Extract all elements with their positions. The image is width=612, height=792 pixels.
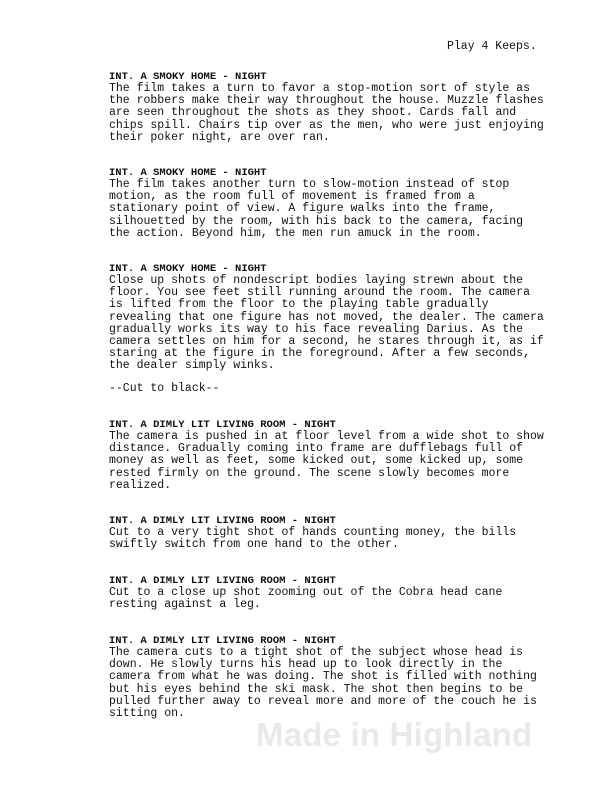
scene-heading: INT. A SMOKY HOME - NIGHT [109,71,267,83]
action-text: Close up shots of nondescript bodies laying strewn about the floor. You see feet still running around the room. The camera is lifted from the floor to the playing table gradually revealing that one figure has not moved, the dealer. The camera gradually works its way to his face revealing Darius. As the camera settles on him for a second, he stares through it, as if staring at the figure in the foreground. After a few seconds, the dealer simply winks. [109,274,544,373]
scene-heading: INT. A DIMLY LIT LIVING ROOM - NIGHT [109,635,336,647]
watermark: Made in Highland [256,716,533,753]
scene-block [109,635,579,720]
action-text: The film takes a turn to favor a stop-motion sort of style as the robbers make their way throughout the house. Muzzle flashes are seen throughout the shots as they shoot. Cards fall and chips spill. Chairs tip over as the men, who were just enjoying their poker night, are over ran. [109,82,544,144]
scene-heading: INT. A SMOKY HOME - NIGHT [109,167,267,179]
scene-heading: INT. A DIMLY LIT LIVING ROOM - NIGHT [109,419,336,431]
scene-block [109,71,579,144]
action-text: The film takes another turn to slow-motion instead of stop motion, as the room full of movement is framed from a stationary point of view. A figure walks into the frame, silhouetted by the room, with his back to the camera, facing the action. Beyond him, the men run amuck in the room. [109,178,524,240]
scene-heading: INT. A SMOKY HOME - NIGHT [109,263,267,275]
scene-block [109,167,579,240]
action-text: Cut to a very tight shot of hands counting money, the bills swiftly switch from one hand to the other. [109,526,517,552]
transition-text: --Cut to black-- [109,382,220,395]
scene-block [109,515,579,551]
action-text: Cut to a close up shot zooming out of the Cobra head cane resting against a leg. [109,586,503,612]
page-header-title: Play 4 Keeps. [447,40,537,53]
scene-heading: INT. A DIMLY LIT LIVING ROOM - NIGHT [109,575,336,587]
action-text: The camera cuts to a tight shot of the subject whose head is down. He slowly turns his head up to look directly in the camera from what he was doing. The shot is filled with nothing but his eyes behind the ski mask. The shot then begins to be pulled further away to reveal more and more of the couch he is sitting on. [109,646,537,721]
scene-block [109,419,579,492]
scene-block [109,263,579,373]
scene-heading: INT. A DIMLY LIT LIVING ROOM - NIGHT [109,515,336,527]
action-text: The camera is pushed in at floor level from a wide shot to show distance. Gradually coming into frame are dufflebags full of money as well as feet, some kicked out, some kicked up, some rested firmly on the ground. The scene slowly becomes more realized. [109,430,544,492]
scene-block [109,575,579,611]
